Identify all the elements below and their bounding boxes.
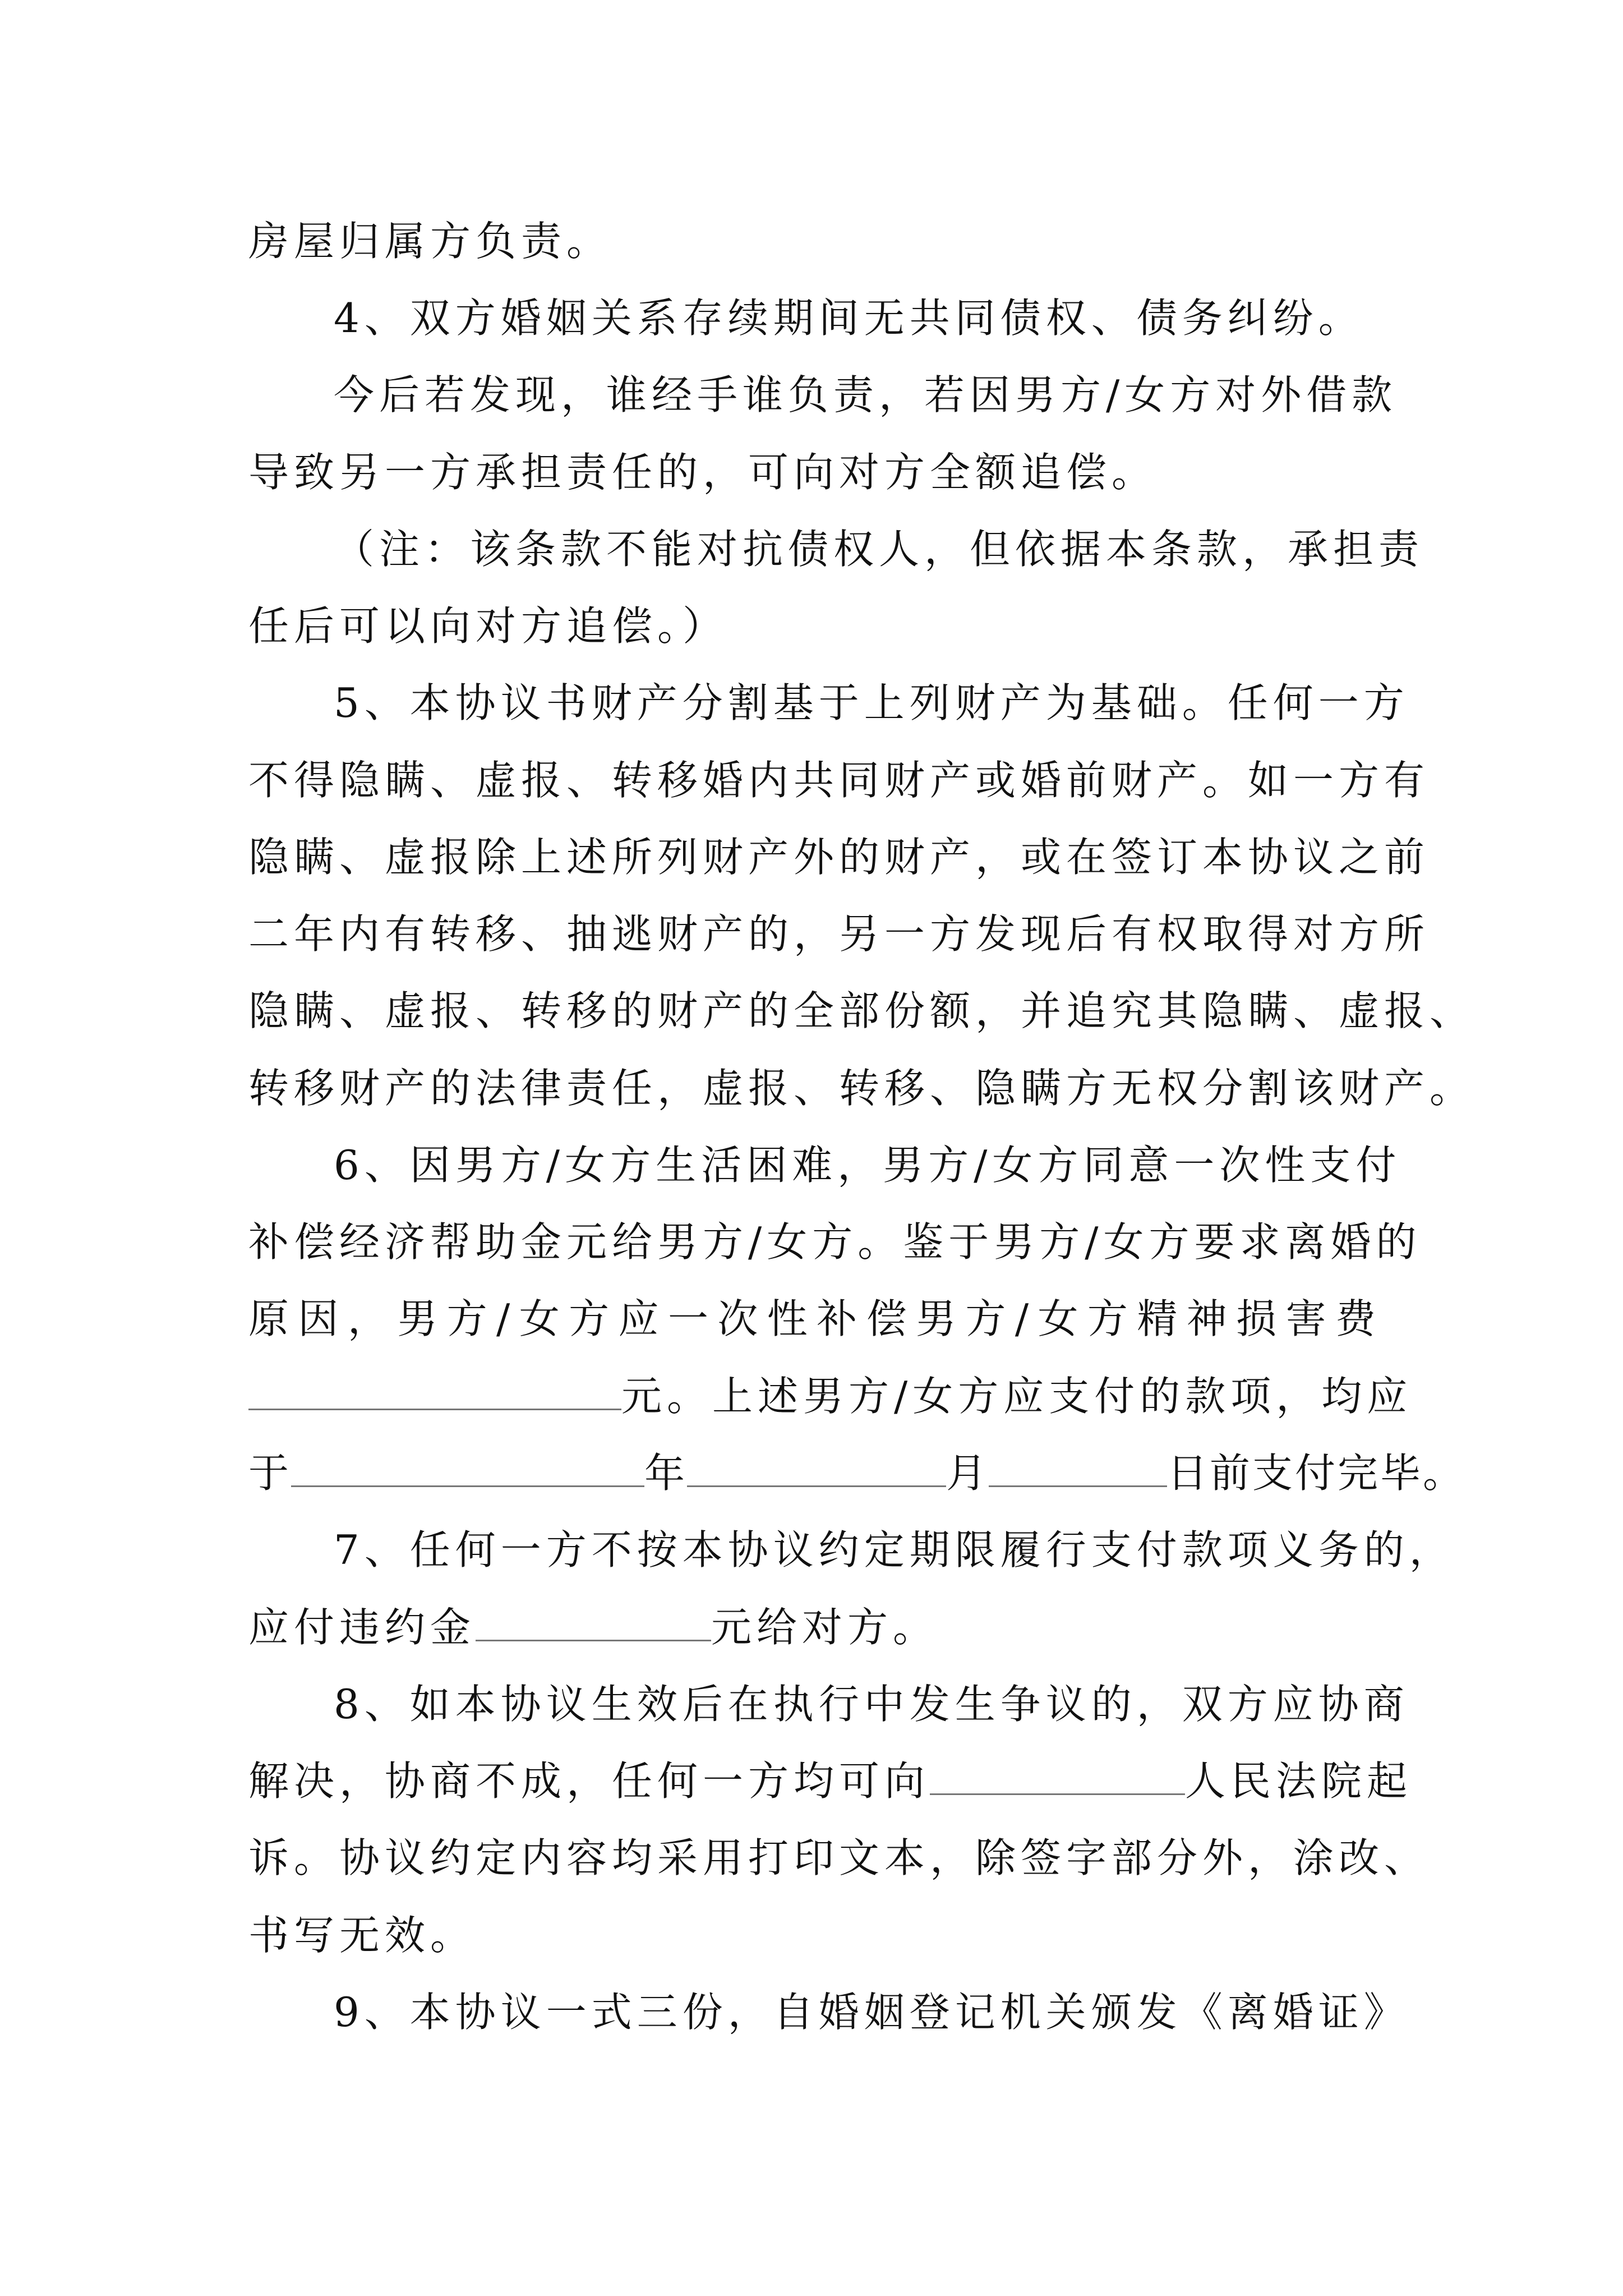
amount-blank	[248, 1375, 621, 1410]
text-line: 导致另一方承担责任的，可向对方全额追偿。	[248, 449, 1158, 496]
text-line: 隐瞒、虚报除上述所列财产外的财产，或在签订本协议之前	[248, 834, 1430, 881]
text-line: 房屋归属方负责。	[248, 218, 612, 265]
text-line: 二年内有转移、抽逃财产的，另一方发现后有权取得对方所	[248, 910, 1430, 958]
day-blank	[989, 1452, 1167, 1487]
text-line: 补偿经济帮助金元给男方/女方。鉴于男方/女方要求离婚的	[248, 1218, 1422, 1266]
year-blank	[291, 1452, 644, 1487]
note-line: （注：该条款不能对抗债权人，但依据本条款，承担责	[334, 526, 1424, 573]
clause-4: 4、双方婚姻关系存续期间无共同债权、债务纠纷。	[334, 295, 1364, 342]
text-line: 今后若发现，谁经手谁负责，若因男方/女方对外借款	[334, 371, 1398, 418]
penalty-line: 应付违约金 元给对方。	[248, 1604, 939, 1651]
note-line: 任后可以向对方追偿。）	[248, 602, 728, 650]
text-line: 转移财产的法律责任，虚报、转移、隐瞒方无权分割该财产。	[248, 1065, 1476, 1112]
clause-8: 8、如本协议生效后在执行中发生争议的，双方应协商	[334, 1681, 1409, 1728]
penalty-amount-blank	[476, 1606, 711, 1641]
clause-6: 6、因男方/女方生活困难，男方/女方同意一次性支付	[334, 1142, 1401, 1189]
text-line: 不得隐瞒、虚报、转移婚内共同财产或婚前财产。如一方有	[248, 757, 1430, 804]
month-blank	[687, 1452, 946, 1487]
payment-date-line: 于 年 月 日前支付完毕。	[248, 1450, 1466, 1497]
clause-9: 9、本协议一式三份，自婚姻登记机关颁发《离婚证》	[334, 1989, 1409, 2036]
text-line: 书写无效。	[248, 1912, 476, 1959]
text-line: 原因，男方/女方应一次性补偿男方/女方精神损害费	[248, 1295, 1376, 1342]
clause-7: 7、任何一方不按本协议约定期限履行支付款项义务的，	[334, 1526, 1455, 1573]
text-line: 隐瞒、虚报、转移的财产的全部份额，并追究其隐瞒、虚报、	[248, 987, 1476, 1034]
text-line: 元。上述男方/女方应支付的款项，均应	[248, 1354, 1376, 1438]
court-line: 解决，协商不成，任何一方均可向 人民法院起	[248, 1757, 1413, 1805]
court-name-blank	[930, 1760, 1185, 1795]
text-line: 诉。协议约定内容均采用打印文本，除签字部分外，涂改、	[248, 1834, 1430, 1881]
clause-5: 5、本协议书财产分割基于上列财产为基础。任何一方	[334, 679, 1409, 726]
